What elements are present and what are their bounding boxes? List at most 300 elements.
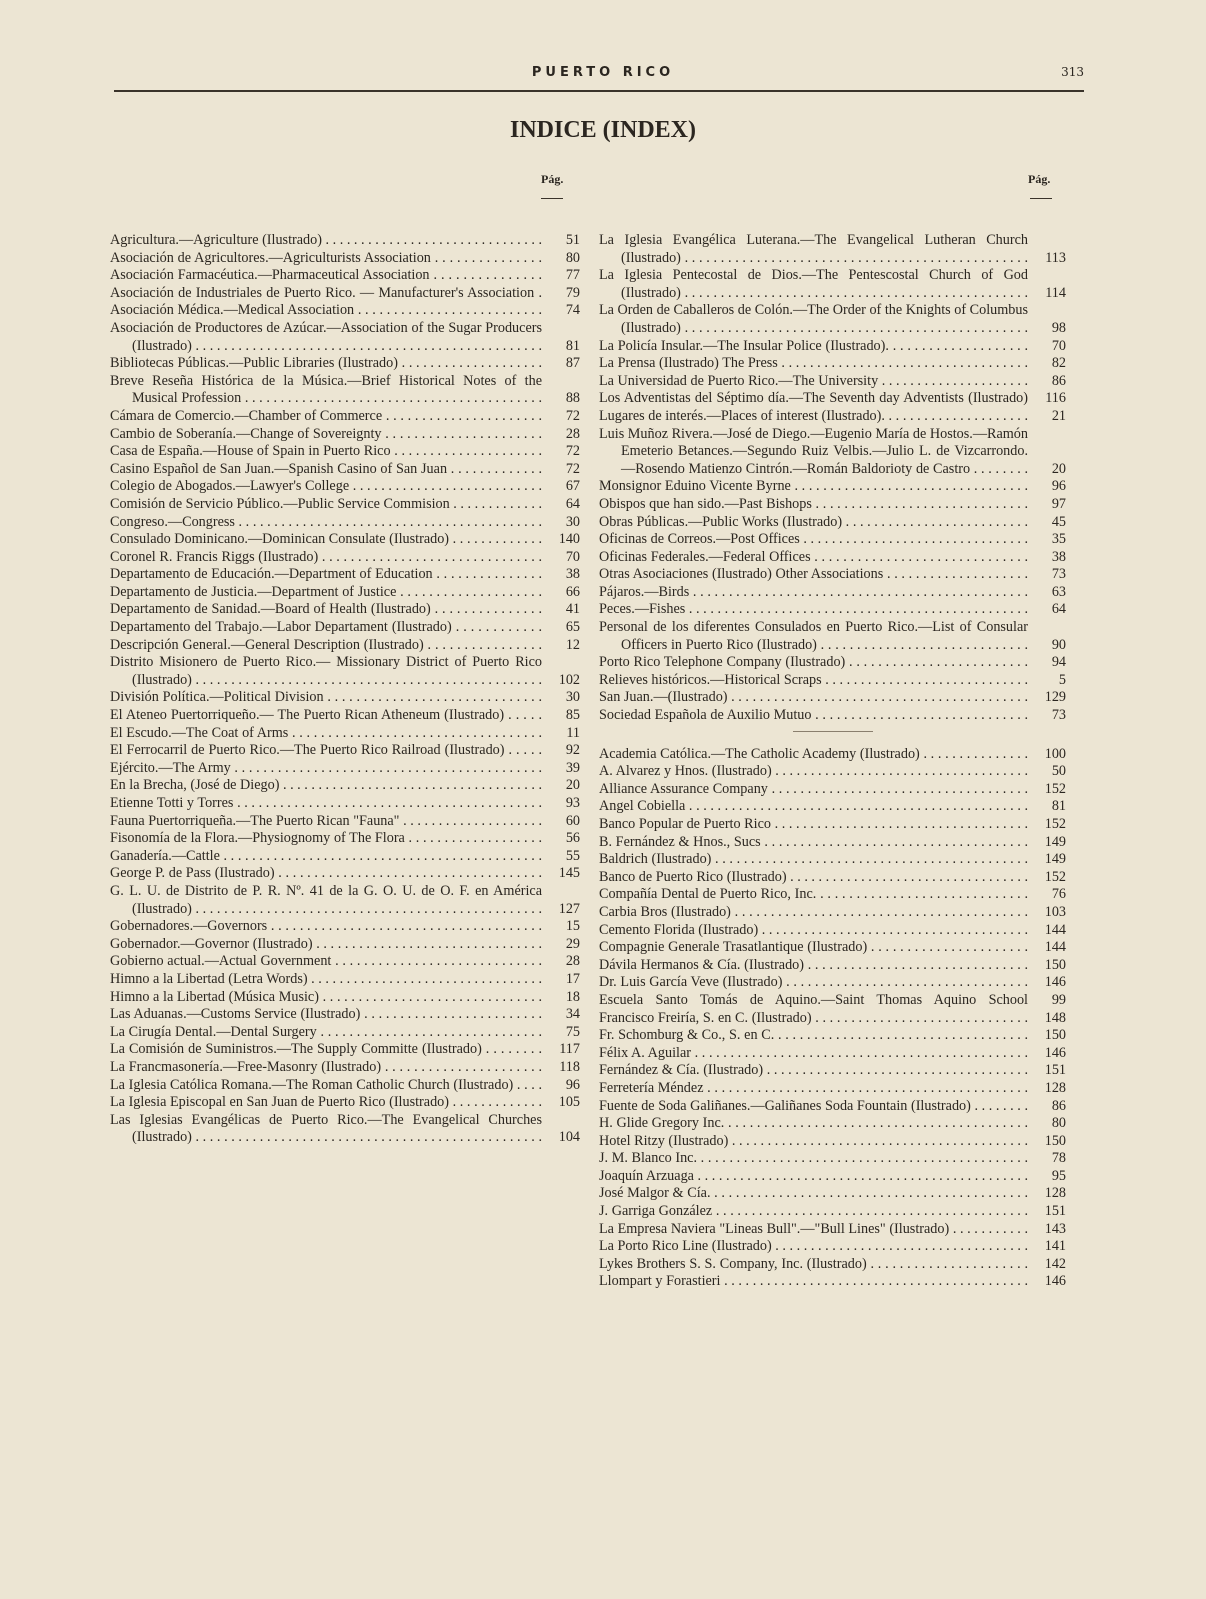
index-entry-title: Asociación de Industriales de Puerto Rico. — Manufacturer's Association . . . [110,285,546,303]
index-entry-page: 103 [1044,903,1066,920]
index-entry-page: 146 [1044,1044,1066,1061]
index-entry-page: 70 [1051,337,1066,354]
index-entry [599,689,1066,707]
index-entry-title: H. Glide Gregory Inc. . . . [599,1115,1032,1133]
index-entry-title: El Escudo.—The Coat of Arms . . . [110,725,546,743]
index-entry [110,918,580,936]
index-entry [599,496,1066,514]
index-entry-title: Gobernador.—Governor (Ilustrado) . . . [110,936,546,954]
index-entry-page: 41 [565,601,580,618]
index-entry [110,742,580,760]
index-entry-page: 75 [565,1023,580,1040]
index-entry [599,1221,1066,1239]
index-entry [110,1006,580,1024]
index-entry-title: Alliance Assurance Company . . . [599,781,1032,799]
index-entry-page: 146 [1044,1273,1066,1290]
index-entry [110,514,580,532]
index-entry-title: La Universidad de Puerto Rico.—The University . . . [599,373,1032,391]
index-entry-page: 85 [565,707,580,724]
index-entry-title: Congreso.—Congress . . . [110,514,546,532]
index-entry [110,1112,580,1147]
index-entry [110,408,580,426]
index-entry-title: Peces.—Fishes . . . [599,601,1032,619]
index-entry-title: George P. de Pass (Ilustrado) . . . [110,865,546,883]
pag-rule-left [541,198,563,199]
index-entry [599,302,1066,337]
index-entry-title: La Iglesia Pentecostal de Dios.—The Pentescostal Church of God (Ilustrado) . . . [599,267,1032,302]
index-entry [599,426,1066,479]
index-entry-title: Fr. Schomburg & Co., S. en C. . . . [599,1027,1032,1045]
index-entry-title: Banco Popular de Puerto Rico . . . [599,816,1032,834]
index-entry [110,1077,580,1095]
index-entry [599,390,1066,408]
index-entry-page: 45 [1051,513,1066,530]
pag-label-left: Pág. [541,172,564,186]
index-entry-title: La Iglesia Católica Romana.—The Roman Catholic Church (Ilustrado) . . . [110,1077,546,1095]
index-entry [110,232,580,250]
index-entry-title: Departamento de Educación.—Department of Education . . . [110,566,546,584]
index-entry-page: 96 [565,1076,580,1093]
index-entry-page: 86 [1051,372,1066,389]
index-entry [599,781,1066,799]
index-entry [110,865,580,883]
index-entry [599,1027,1066,1045]
index-entry [599,1273,1066,1291]
index-entry-title: A. Alvarez y Hnos. (Ilustrado) . . . [599,763,1032,781]
index-entry-title: Ganadería.—Cattle . . . [110,848,546,866]
index-entry [599,1238,1066,1256]
index-entry-page: 63 [1051,583,1066,600]
index-entry-title: Porto Rico Telephone Company (Ilustrado) . . . [599,654,1032,672]
index-entry-page: 105 [558,1094,580,1111]
index-entry-page: 81 [565,337,580,354]
index-entry [110,478,580,496]
index-entry [110,989,580,1007]
index-entry-title: Monsignor Eduino Vicente Byrne . . . [599,478,1032,496]
index-entry [110,531,580,549]
index-entry-page: 35 [1051,531,1066,548]
index-entry-title: Otras Asociaciones (Ilustrado) Other Associations . . . [599,566,1032,584]
index-entry-page: 12 [565,636,580,653]
index-entry-page: 30 [565,689,580,706]
index-entry-title: Personal de los diferentes Consulados en Puerto Rico.—List of Consular Officers in Puerto Rico (Ilustrado) . . . [599,619,1032,654]
index-entry-title: Casino Español de San Juan.—Spanish Casino of San Juan . . . [110,461,546,479]
index-entry-page: 5 [1058,671,1066,688]
index-entry-page: 28 [565,953,580,970]
index-entry [110,1059,580,1077]
index-entry-page: 29 [565,935,580,952]
index-entry-page: 118 [559,1058,580,1075]
index-entry-page: 150 [1044,956,1066,973]
index-entry-title: Etienne Totti y Torres . . . [110,795,546,813]
index-entry-title: Dávila Hermanos & Cía. (Ilustrado) . . . [599,957,1032,975]
index-entry-title: Departamento de Justicia.—Department of Justice . . . [110,584,546,602]
index-entry [599,869,1066,887]
index-entry-title: Fernández & Cía. (Ilustrado) . . . [599,1062,1032,1080]
index-entry-page: 93 [565,795,580,811]
index-entry-title: Oficinas Federales.—Federal Offices . . . [599,549,1032,567]
index-entry-page: 142 [1044,1255,1066,1272]
page-title: INDICE (INDEX) [509,117,696,143]
index-entry-title: Joaquín Arzuaga . . . [599,1168,1032,1186]
index-entry-page: 150 [1044,1027,1066,1044]
index-entry-title: Breve Reseña Histórica de la Música.—Brief Historical Notes of the Musical Profession . . . [110,373,546,408]
index-entry-title: Lugares de interés.—Places of interest (Ilustrado). . . . [599,408,1032,426]
index-entry-title: División Política.—Political Division . . . [110,689,546,707]
index-entry [110,619,580,637]
index-entry-page: 148 [1044,1009,1066,1026]
index-entry [110,250,580,268]
index-entry-page: 94 [1051,654,1066,671]
index-entry-title: Llompart y Forastieri . . . [599,1273,1032,1291]
index-entry [110,883,580,918]
index-entry-title: Cambio de Soberanía.—Change of Sovereignty . . . [110,426,546,444]
index-entry-page: 152 [1044,868,1066,885]
index-column-right [599,232,1066,1291]
index-entry-page: 149 [1044,833,1066,850]
index-entry-title: J. Garriga González . . . [599,1203,1032,1221]
index-entry-title: Cámara de Comercio.—Chamber of Commerce . . . [110,408,546,426]
index-entry [599,957,1066,975]
index-entry [110,1024,580,1042]
index-entry-page: 51 [565,232,580,248]
index-entry-page: 99 [1051,991,1066,1008]
index-entry-page: 50 [1051,763,1066,780]
index-entry-page: 38 [565,566,580,583]
index-entry-title: Pájaros.—Birds . . . [599,584,1032,602]
index-entry-page: 146 [1044,974,1066,991]
pag-rule-right [1030,198,1052,199]
index-entry-page: 70 [565,548,580,565]
index-entry [110,777,580,795]
index-entry [599,531,1066,549]
index-entry-page: 15 [565,918,580,935]
index-entry-title: Departamento del Trabajo.—Labor Departament (Ilustrado) . . . [110,619,546,637]
index-entry-page: 20 [1051,460,1066,477]
index-entry [599,355,1066,373]
index-entry-page: 87 [565,355,580,372]
index-entry [599,1080,1066,1098]
index-entry-page: 64 [1051,601,1066,618]
index-entry-title: Dr. Luis García Veve (Ilustrado) . . . [599,974,1032,992]
index-entry-page: 72 [565,407,580,424]
index-entry-page: 38 [1051,548,1066,565]
index-entry-title: Obispos que han sido.—Past Bishops . . . [599,496,1032,514]
index-entry [110,496,580,514]
index-entry-title: Francisco Freiría, S. en C. (Ilustrado) . . . [599,1010,1032,1028]
index-column-left [110,232,580,1147]
index-entry-title: Ejército.—The Army . . . [110,760,546,778]
running-title: PUERTO RICO [531,65,675,80]
index-entry [110,461,580,479]
index-entry-page: 56 [565,830,580,847]
index-entry-title: Comisión de Servicio Público.—Public Service Commision . . . [110,496,546,514]
index-entry [599,798,1066,816]
index-entry [599,1062,1066,1080]
index-entry-title: Compagnie Generale Trasatlantique (Ilustrado) . . . [599,939,1032,957]
index-entry-title: Lykes Brothers S. S. Company, Inc. (Ilustrado) . . . [599,1256,1032,1274]
index-entry [599,373,1066,391]
index-entry [599,1133,1066,1151]
index-entry-page: 149 [1044,851,1066,868]
index-entry-page: 88 [565,390,580,407]
index-entry [599,478,1066,496]
index-entry [110,355,580,373]
index-entry-page: 72 [565,443,580,460]
index-entry-title: Sociedad Española de Auxilio Mutuo . . . [599,707,1032,725]
index-entry [110,267,580,285]
index-entry-title: Escuela Santo Tomás de Aquino.—Saint Thomas Aquino School . . . [599,992,1032,1010]
index-entry [599,1010,1066,1028]
index-entry-page: 144 [1044,939,1066,956]
index-entry-title: Félix A. Aguilar . . . [599,1045,1032,1063]
index-entry [110,584,580,602]
index-entry [110,549,580,567]
index-entry-title: Asociación de Productores de Azúcar.—Association of the Sugar Producers (Ilustrado) . . . [110,320,546,355]
index-entry-page: 102 [558,671,580,688]
index-entry-page: 76 [1051,886,1066,903]
index-entry-page: 18 [565,988,580,1005]
index-entry [110,601,580,619]
index-entry-page: 140 [558,531,580,548]
index-entry-title: La Francmasonería.—Free-Masonry (Ilustrado) . . . [110,1059,546,1077]
index-entry-page: 80 [565,249,580,266]
index-list-right-top [599,232,1066,725]
index-entry-page: 127 [558,900,580,917]
index-entry [110,760,580,778]
page-number: 313 [1061,65,1084,79]
index-entry-page: 79 [565,284,580,301]
index-entry-page: 141 [1044,1238,1066,1255]
index-entry [110,830,580,848]
index-entry-title: J. M. Blanco Inc. . . . [599,1150,1032,1168]
index-entry-title: Fisonomía de la Flora.—Physiognomy of The Flora . . . [110,830,546,848]
index-entry-page: 28 [565,425,580,442]
index-entry-title: B. Fernández & Hnos., Sucs . . . [599,834,1032,852]
index-entry [110,707,580,725]
index-entry-title: José Malgor & Cía. . . . [599,1185,1032,1203]
index-entry [599,886,1066,904]
index-entry [599,992,1066,1010]
index-entry [599,904,1066,922]
index-entry-title: Gobernadores.—Governors . . . [110,918,546,936]
index-entry-title: Bibliotecas Públicas.—Public Libraries (Ilustrado) . . . [110,355,546,373]
index-entry-page: 34 [565,1006,580,1023]
index-entry-page: 129 [1044,689,1066,706]
index-entry-page: 150 [1044,1132,1066,1149]
index-entry-page: 74 [565,302,580,319]
index-entry [110,1041,580,1059]
index-entry-page: 78 [1051,1150,1066,1167]
index-entry [599,1098,1066,1116]
index-entry [110,971,580,989]
index-entry [599,408,1066,426]
index-entry [110,689,580,707]
index-entry-title: Colegio de Abogados.—Lawyer's College . . . [110,478,546,496]
index-entry-page: 66 [565,583,580,600]
index-entry [110,654,580,689]
index-entry-title: La Iglesia Episcopal en San Juan de Puerto Rico (Ilustrado) . . . [110,1094,546,1112]
index-entry-title: La Iglesia Evangélica Luterana.—The Evangelical Lutheran Church (Ilustrado) . . . [599,232,1032,267]
index-entry-title: San Juan.—(Ilustrado) . . . [599,689,1032,707]
index-entry-page: 143 [1044,1220,1066,1237]
index-entry [599,939,1066,957]
index-entry-title: La Cirugía Dental.—Dental Surgery . . . [110,1024,546,1042]
index-entry-page: 116 [1045,390,1066,407]
index-entry-title: Asociación Médica.—Medical Association . . . [110,302,546,320]
index-entry-title: Oficinas de Correos.—Post Offices . . . [599,531,1032,549]
index-entry [599,601,1066,619]
index-entry-title: Angel Cobiella . . . [599,798,1032,816]
index-entry [599,584,1066,602]
index-entry-title: Banco de Puerto Rico (Ilustrado) . . . [599,869,1032,887]
index-entry-title: La Policía Insular.—The Insular Police (Ilustrado). . . . [599,338,1032,356]
index-entry-page: 67 [565,478,580,495]
index-entry-title: Descripción General.—General Description (Ilustrado) . . . [110,637,546,655]
index-entry-page: 100 [1044,745,1066,762]
index-entry-title: La Empresa Naviera "Lineas Bull".—"Bull Lines" (Ilustrado) . . . [599,1221,1032,1239]
index-entry-page: 113 [1045,249,1066,266]
index-entry-page: 95 [1051,1167,1066,1184]
index-entry-title: Casa de España.—House of Spain in Puerto Rico . . . [110,443,546,461]
index-entry-title: Luis Muñoz Rivera.—José de Diego.—Eugenio María de Hostos.—Ramón Emeterio Betances.—Segundo Ruiz Velbis.—Julio L. de Vizcarrondo.—Rosendo Matienzo Cintrón.—Román Baldorioty de Castro . . . [599,426,1032,479]
index-entry-page: 80 [1051,1115,1066,1132]
index-entry-title: Asociación de Agricultores.—Agriculturists Association . . . [110,250,546,268]
index-entry-page: 104 [558,1129,580,1146]
index-entry-page: 20 [565,777,580,794]
index-entry-page: 39 [565,759,580,776]
pag-label-right: Pág. [1028,172,1051,186]
index-entry-title: Himno a la Libertad (Música Music) . . . [110,989,546,1007]
index-entry [110,813,580,831]
index-entry [599,1150,1066,1168]
index-entry-title: Fauna Puertorriqueña.—The Puerto Rican "Fauna" . . . [110,813,546,831]
index-entry [110,373,580,408]
index-entry [110,426,580,444]
index-entry-page: 152 [1044,816,1066,833]
index-entry-title: Coronel R. Francis Riggs (Ilustrado) . . . [110,549,546,567]
index-entry-page: 55 [565,847,580,864]
index-entry-title: G. L. U. de Distrito de P. R. Nº. 41 de la G. O. U. de O. F. en América (Ilustrado) . . . [110,883,546,918]
index-entry [599,922,1066,940]
index-entry [599,1256,1066,1274]
index-entry [110,725,580,743]
index-entry-page: 65 [565,619,580,636]
index-entry [599,514,1066,532]
index-entry-title: Himno a la Libertad (Letra Words) . . . [110,971,546,989]
running-head [0,63,1206,85]
index-entry-title: Academia Católica.—The Catholic Academy (Ilustrado) . . . [599,746,1032,764]
index-entry [110,953,580,971]
index-entry-page: 98 [1051,319,1066,336]
index-entry-title: Gobierno actual.—Actual Government . . . [110,953,546,971]
index-entry-page: 73 [1051,707,1066,724]
index-entry-title: Asociación Farmacéutica.—Pharmaceutical Association . . . [110,267,546,285]
index-entry [110,936,580,954]
index-entry [599,834,1066,852]
index-entry-title: Las Aduanas.—Customs Service (Ilustrado) . . . [110,1006,546,1024]
index-entry [599,232,1066,267]
index-entry [110,443,580,461]
index-entry-title: Baldrich (Ilustrado) . . . [599,851,1032,869]
index-entry-page: 64 [565,495,580,512]
index-entry-title: El Ferrocarril de Puerto Rico.—The Puerto Rico Railroad (Ilustrado) . . . [110,742,546,760]
index-entry [110,848,580,866]
index-entry [599,1203,1066,1221]
index-entry-title: La Orden de Caballeros de Colón.—The Order of the Knights of Columbus (Ilustrado) . . . [599,302,1032,337]
index-entry-page: 90 [1051,636,1066,653]
index-entry [110,1094,580,1112]
index-entry [110,320,580,355]
index-entry-page: 30 [565,513,580,530]
index-entry [599,851,1066,869]
index-entry-title: Las Iglesias Evangélicas de Puerto Rico.—The Evangelical Churches (Ilustrado) . . . [110,1112,546,1147]
index-entry [599,974,1066,992]
index-entry-page: 81 [1051,798,1066,815]
index-entry-title: Agricultura.—Agriculture (Ilustrado) . . . [110,232,546,250]
header-rule [114,90,1084,92]
index-entry-title: Los Adventistas del Séptimo día.—The Seventh day Adventists (Ilustrado) . . . [599,390,1032,408]
section-divider [793,731,873,732]
index-entry-title: Cemento Florida (Ilustrado) . . . [599,922,1032,940]
index-entry-page: 92 [565,742,580,759]
index-entry [110,285,580,303]
index-entry-title: Hotel Ritzy (Ilustrado) . . . [599,1133,1032,1151]
index-list-right-bottom [599,746,1066,1291]
index-entry-page: 11 [566,724,580,741]
index-entry-title: Compañía Dental de Puerto Rico, Inc. . . . [599,886,1032,904]
index-entry-title: Relieves históricos.—Historical Scraps . . . [599,672,1032,690]
index-entry-page: 73 [1051,566,1066,583]
index-entry [599,672,1066,690]
index-entry [110,795,580,813]
index-entry [110,637,580,655]
index-entry [599,1045,1066,1063]
index-entry-title: Carbia Bros (Ilustrado) . . . [599,904,1032,922]
index-entry [599,549,1066,567]
index-entry [599,566,1066,584]
index-entry-page: 77 [565,267,580,284]
index-entry-title: Departamento de Sanidad.—Board of Health (Ilustrado) . . . [110,601,546,619]
index-entry [599,746,1066,764]
index-entry [599,1185,1066,1203]
index-entry-page: 114 [1045,284,1066,301]
index-entry-page: 128 [1044,1079,1066,1096]
index-entry-page: 96 [1051,478,1066,495]
index-entry-page: 21 [1051,407,1066,424]
index-entry [110,302,580,320]
index-entry-page: 97 [1051,495,1066,512]
index-entry-title: Distrito Misionero de Puerto Rico.— Missionary District of Puerto Rico (Ilustrado) . . . [110,654,546,689]
index-entry [599,816,1066,834]
index-entry-title: La Prensa (Ilustrado) The Press . . . [599,355,1032,373]
index-entry-page: 60 [565,812,580,829]
index-entry [599,338,1066,356]
index-entry [599,1168,1066,1186]
index-entry-page: 86 [1051,1097,1066,1114]
index-entry [599,267,1066,302]
index-entry-page: 151 [1044,1203,1066,1220]
index-entry-page: 144 [1044,921,1066,938]
index-entry [599,654,1066,672]
index-entry [599,707,1066,725]
index-entry-page: 117 [559,1041,580,1058]
index-entry-title: Obras Públicas.—Public Works (Ilustrado) . . . [599,514,1032,532]
index-entry [599,619,1066,654]
index-entry-title: La Porto Rico Line (Ilustrado) . . . [599,1238,1032,1256]
index-entry-page: 152 [1044,780,1066,797]
index-entry-title: Ferretería Méndez . . . [599,1080,1032,1098]
